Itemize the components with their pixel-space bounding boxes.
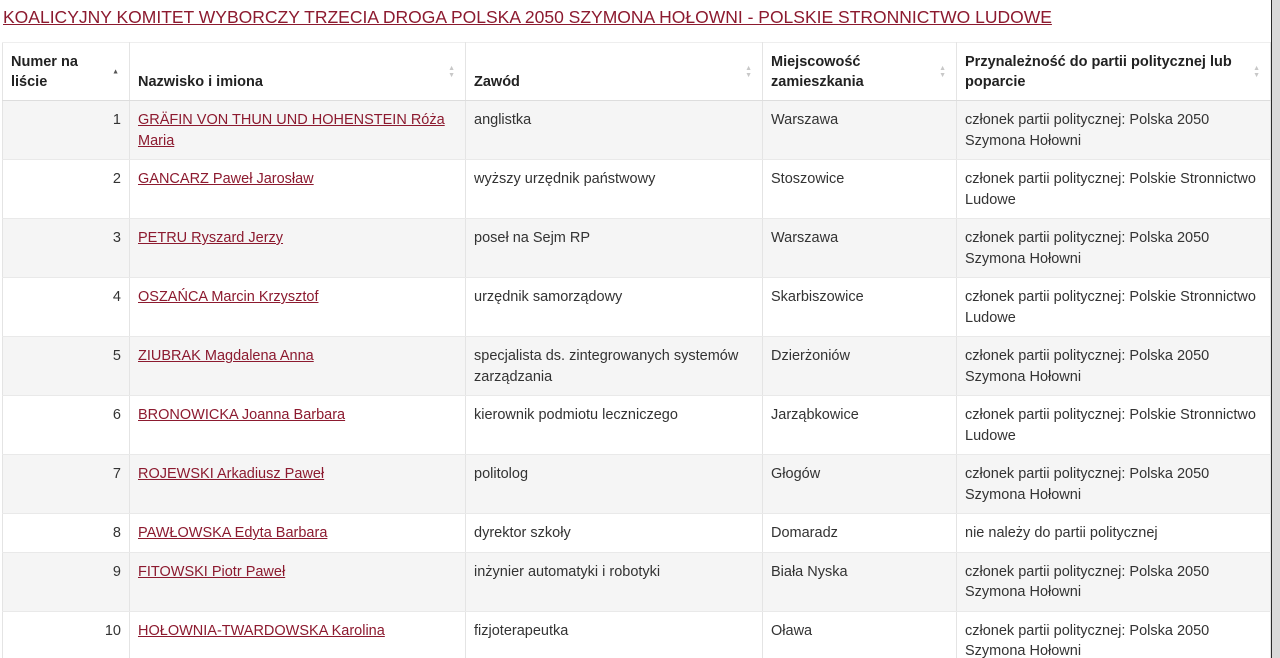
- cell-city: Domaradz: [763, 514, 957, 553]
- cell-party: członek partii politycznej: Polska 2050 Szymona Hołowni: [957, 219, 1271, 278]
- table-row: [3, 101, 1271, 160]
- cell-city: Stoszowice: [763, 160, 957, 219]
- cell-number: 9: [3, 552, 130, 611]
- cell-occupation: inżynier automatyki i robotyki: [466, 552, 763, 611]
- cell-number: 1: [3, 101, 130, 160]
- cell-number: 4: [3, 278, 130, 337]
- cell-party: członek partii politycznej: Polska 2050 Szymona Hołowni: [957, 455, 1271, 514]
- candidates-table: [2, 42, 1271, 658]
- window-edge: [1272, 0, 1280, 658]
- cell-occupation: kierownik podmiotu leczniczego: [466, 396, 763, 455]
- cell-party: członek partii politycznej: Polskie Stronnictwo Ludowe: [957, 396, 1271, 455]
- candidate-name-link[interactable]: PETRU Ryszard Jerzy: [138, 230, 284, 246]
- cell-number: 5: [3, 337, 130, 396]
- cell-occupation: urzędnik samorządowy: [466, 278, 763, 337]
- cell-number: 2: [3, 160, 130, 219]
- cell-party: członek partii politycznej: Polskie Stronnictwo Ludowe: [957, 278, 1271, 337]
- cell-city: Warszawa: [763, 101, 957, 160]
- cell-party: członek partii politycznej: Polska 2050 Szymona Hołowni: [957, 337, 1271, 396]
- column-header-label: Przynależność do partii politycznej lub poparcie: [965, 54, 1232, 90]
- header-row: [3, 43, 1271, 101]
- candidate-name-link[interactable]: OSZAŃCA Marcin Krzysztof: [138, 289, 319, 305]
- cell-name: [130, 278, 466, 337]
- table-row: [3, 552, 1271, 611]
- candidate-name-link[interactable]: BRONOWICKA Joanna Barbara: [138, 407, 346, 423]
- cell-party: członek partii politycznej: Polskie Stronnictwo Ludowe: [957, 160, 1271, 219]
- cell-occupation: specjalista ds. zintegrowanych systemów zarządzania: [466, 337, 763, 396]
- cell-city: Oława: [763, 611, 957, 658]
- cell-name: [130, 514, 466, 553]
- cell-city: Warszawa: [763, 219, 957, 278]
- cell-number: 7: [3, 455, 130, 514]
- cell-party: nie należy do partii politycznej: [957, 514, 1271, 553]
- cell-occupation: dyrektor szkoły: [466, 514, 763, 553]
- column-header-occupation[interactable]: [466, 43, 763, 101]
- cell-name: [130, 160, 466, 219]
- table-row: [3, 278, 1271, 337]
- candidate-name-link[interactable]: FITOWSKI Piotr Paweł: [138, 563, 286, 580]
- sort-icon: ▲ ▼: [939, 64, 946, 79]
- column-header-city[interactable]: [763, 43, 957, 101]
- column-header-party[interactable]: [957, 43, 1271, 101]
- table-row: [3, 160, 1271, 219]
- column-header-number[interactable]: [3, 43, 130, 101]
- table-row: [3, 455, 1271, 514]
- table-body: [3, 101, 1271, 658]
- cell-occupation: politolog: [466, 455, 763, 514]
- table-row: [3, 337, 1271, 396]
- sort-ascending-icon: ▲: [112, 68, 119, 75]
- cell-city: Głogów: [763, 455, 957, 514]
- column-header-label: Zawód: [474, 74, 520, 90]
- cell-name: [130, 611, 466, 658]
- cell-number: 3: [3, 219, 130, 278]
- sort-icon: ▲ ▼: [745, 64, 752, 79]
- cell-city: Skarbiszowice: [763, 278, 957, 337]
- cell-occupation: poseł na Sejm RP: [466, 219, 763, 278]
- candidate-name-link[interactable]: HOŁOWNIA-TWARDOWSKA Karolina: [138, 622, 385, 639]
- table-row: [3, 219, 1271, 278]
- candidate-name-link[interactable]: ROJEWSKI Arkadiusz Paweł: [138, 466, 325, 482]
- column-header-label: Numer na liście: [11, 54, 78, 90]
- cell-number: 10: [3, 611, 130, 658]
- cell-occupation: wyższy urzędnik państwowy: [466, 160, 763, 219]
- cell-party: członek partii politycznej: Polska 2050 Szymona Hołowni: [957, 611, 1271, 658]
- column-header-label: Miejscowość zamieszkania: [771, 54, 864, 90]
- committee-title-link[interactable]: KOALICYJNY KOMITET WYBORCZY TRZECIA DROGA POLSKA 2050 SZYMONA HOŁOWNI - POLSKIE STRONNICTWO LUDOWE: [3, 7, 1052, 27]
- candidates-table-wrapper: [2, 42, 1270, 658]
- column-header-name[interactable]: [130, 43, 466, 101]
- cell-number: 8: [3, 514, 130, 553]
- candidate-name-link[interactable]: PAWŁOWSKA Edyta Barbara: [138, 525, 328, 541]
- table-row: [3, 514, 1271, 553]
- cell-name: [130, 101, 466, 160]
- cell-occupation: fizjoterapeutka: [466, 611, 763, 658]
- cell-number: 6: [3, 396, 130, 455]
- cell-party: członek partii politycznej: Polska 2050 Szymona Hołowni: [957, 101, 1271, 160]
- cell-party: członek partii politycznej: Polska 2050 Szymona Hołowni: [957, 552, 1271, 611]
- cell-name: [130, 396, 466, 455]
- cell-name: [130, 552, 466, 611]
- cell-name: [130, 337, 466, 396]
- cell-name: [130, 219, 466, 278]
- cell-city: Biała Nyska: [763, 552, 957, 611]
- column-header-label: Nazwisko i imiona: [138, 74, 263, 90]
- cell-city: Jarząbkowice: [763, 396, 957, 455]
- cell-occupation: anglistka: [466, 101, 763, 160]
- candidate-name-link[interactable]: GRÄFIN VON THUN UND HOHENSTEIN Róża Maria: [138, 112, 445, 149]
- table-row: [3, 611, 1271, 658]
- cell-city: Dzierżoniów: [763, 337, 957, 396]
- cell-name: [130, 455, 466, 514]
- sort-icon: ▲ ▼: [1253, 64, 1260, 79]
- table-row: [3, 396, 1271, 455]
- table-header: [3, 43, 1271, 101]
- candidate-name-link[interactable]: ZIUBRAK Magdalena Anna: [138, 348, 314, 364]
- candidate-name-link[interactable]: GANCARZ Paweł Jarosław: [138, 171, 314, 187]
- sort-icon: ▲ ▼: [448, 64, 455, 79]
